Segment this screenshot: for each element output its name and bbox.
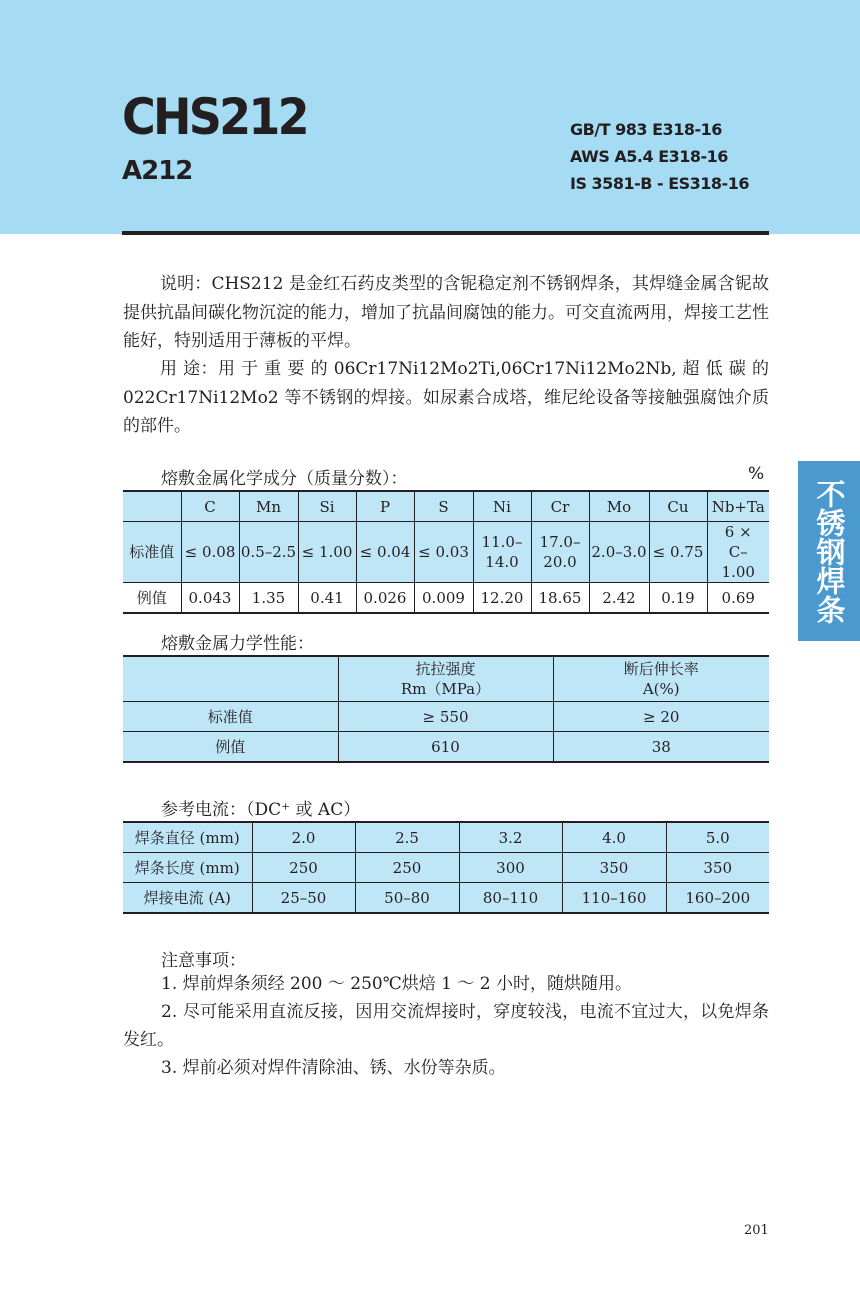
table-cell: 5.0 — [666, 822, 769, 853]
table-cell: 50–80 — [355, 883, 459, 914]
table-row — [123, 822, 769, 853]
description-paragraph — [123, 270, 769, 356]
chem-table-title: 熔敷金属化学成分（质量分数）： — [161, 469, 408, 489]
page-number: 201 — [744, 1223, 769, 1238]
table-cell: ≤ 0.04 — [356, 522, 414, 583]
table-cell: 350 — [666, 853, 769, 883]
description-label: 说明： — [160, 274, 212, 294]
standard-aws: AWS A5.4 E318-16 — [570, 147, 728, 166]
table-cell: 38 — [553, 732, 769, 763]
table-cell: 17.0–20.0 — [531, 522, 589, 583]
note-item: 3. 焊前必须对焊件清除油、锈、水份等杂质。 — [161, 1058, 506, 1078]
table-row — [123, 702, 769, 732]
current-title-label: 参考电流： — [161, 800, 246, 820]
current-table-title — [161, 795, 360, 820]
notes-title: 注意事项： — [161, 951, 246, 971]
chem-composition-table — [123, 490, 769, 614]
table-cell: 610 — [338, 732, 553, 763]
table-cell: 0.5–2.5 — [239, 522, 298, 583]
table-cell: 250 — [355, 853, 459, 883]
table-cell: 160–200 — [666, 883, 769, 914]
header-cell: C — [181, 491, 239, 522]
table-cell: 300 — [459, 853, 562, 883]
header-line: 断后伸长率 — [623, 660, 699, 678]
table-cell: 2.0–3.0 — [589, 522, 649, 583]
table-cell: 12.20 — [473, 583, 531, 614]
header-cell: Ni — [473, 491, 531, 522]
table-cell: 0.009 — [414, 583, 473, 614]
table-cell: 0.41 — [298, 583, 356, 614]
table-row — [123, 883, 769, 914]
table-cell: 2.42 — [589, 583, 649, 614]
header-cell: Mn — [239, 491, 298, 522]
standards-list — [570, 116, 749, 197]
category-tab: 不锈钢焊条 — [798, 461, 860, 641]
header-cell: Mo — [589, 491, 649, 522]
table-cell: 2.5 — [355, 822, 459, 853]
header-divider — [122, 231, 769, 235]
table-cell: 11.0–14.0 — [473, 522, 531, 583]
table-cell: 0.69 — [707, 583, 769, 614]
description-text: CHS212 是金红石药皮类型的含铌稳定剂不锈钢焊条，其焊缝金属含铌故提供抗晶间碳化物沉淀的能力，增加了抗晶间腐蚀的能力。可交直流两用，焊接工艺性能好，特别适用于薄板的平焊。 — [123, 274, 769, 351]
table-cell: ≥ 550 — [338, 702, 553, 732]
header-cell: Si — [298, 491, 356, 522]
reference-current-table — [123, 821, 769, 914]
table-header-row — [123, 656, 769, 702]
table-cell: ≤ 0.03 — [414, 522, 473, 583]
table-cell: 350 — [562, 853, 666, 883]
header-line: 抗拉强度 — [415, 660, 476, 678]
table-row — [123, 522, 769, 583]
row-label: 标准值 — [123, 522, 181, 583]
table-cell: 0.19 — [649, 583, 707, 614]
header-banner — [0, 0, 860, 234]
header-cell — [338, 656, 553, 702]
mechanical-properties-table — [123, 655, 769, 763]
table-cell: ≤ 1.00 — [298, 522, 356, 583]
table-cell: 250 — [252, 853, 355, 883]
chem-unit: % — [748, 464, 765, 484]
table-cell: 0.043 — [181, 583, 239, 614]
product-title: CHS212 — [122, 88, 307, 146]
row-label: 标准值 — [123, 702, 338, 732]
row-label: 焊接电流 (A) — [123, 883, 252, 914]
header-cell — [553, 656, 769, 702]
row-label: 例值 — [123, 583, 181, 614]
table-cell: 4.0 — [562, 822, 666, 853]
table-cell: 0.026 — [356, 583, 414, 614]
header-cell — [123, 491, 181, 522]
standard-is: IS 3581-B - ES318-16 — [570, 174, 749, 193]
header-cell: Cr — [531, 491, 589, 522]
header-cell: S — [414, 491, 473, 522]
usage-paragraph — [123, 355, 769, 441]
current-title-suffix: （DC⁺ 或 AC） — [246, 800, 361, 820]
table-row — [123, 732, 769, 763]
mech-table-title: 熔敷金属力学性能： — [161, 634, 314, 654]
row-label: 焊条直径 (mm) — [123, 822, 252, 853]
standard-gb: GB/T 983 E318-16 — [570, 120, 722, 139]
table-cell: 110–160 — [562, 883, 666, 914]
product-subtitle: A212 — [122, 156, 193, 186]
table-cell: 80–110 — [459, 883, 562, 914]
table-cell: 6 × C–1.00 — [707, 522, 769, 583]
table-cell: 2.0 — [252, 822, 355, 853]
row-label: 例值 — [123, 732, 338, 763]
header-cell — [123, 656, 338, 702]
table-cell: 18.65 — [531, 583, 589, 614]
header-cell: Cu — [649, 491, 707, 522]
table-cell: 1.35 — [239, 583, 298, 614]
header-cell: P — [356, 491, 414, 522]
table-header-row — [123, 491, 769, 522]
table-cell: 25–50 — [252, 883, 355, 914]
header-cell: Nb+Ta — [707, 491, 769, 522]
note-item: 1. 焊前焊条须经 200 ～ 250℃烘焙 1 ～ 2 小时，随烘随用。 — [161, 974, 632, 994]
table-row — [123, 853, 769, 883]
row-label: 焊条长度 (mm) — [123, 853, 252, 883]
usage-text: 用 于 重 要 的 06Cr17Ni12Mo2Ti,06Cr17Ni12Mo2Nb, 超 低 碳 的 022Cr17Ni12Mo2 等不锈钢的焊接。如尿素合成塔，维尼纶设备等接触强腐蚀介质的部件。 — [123, 359, 769, 436]
table-cell: ≥ 20 — [553, 702, 769, 732]
header-line: Rm（MPa） — [400, 680, 491, 698]
table-cell: ≤ 0.75 — [649, 522, 707, 583]
table-cell: 3.2 — [459, 822, 562, 853]
header-line: A(%) — [642, 680, 680, 698]
table-row — [123, 583, 769, 614]
table-cell: ≤ 0.08 — [181, 522, 239, 583]
note-item: 2. 尽可能采用直流反接，因用交流焊接时，穿度较浅，电流不宜过大，以免焊条发红。 — [123, 1002, 769, 1050]
usage-label: 用 途： — [160, 359, 218, 379]
